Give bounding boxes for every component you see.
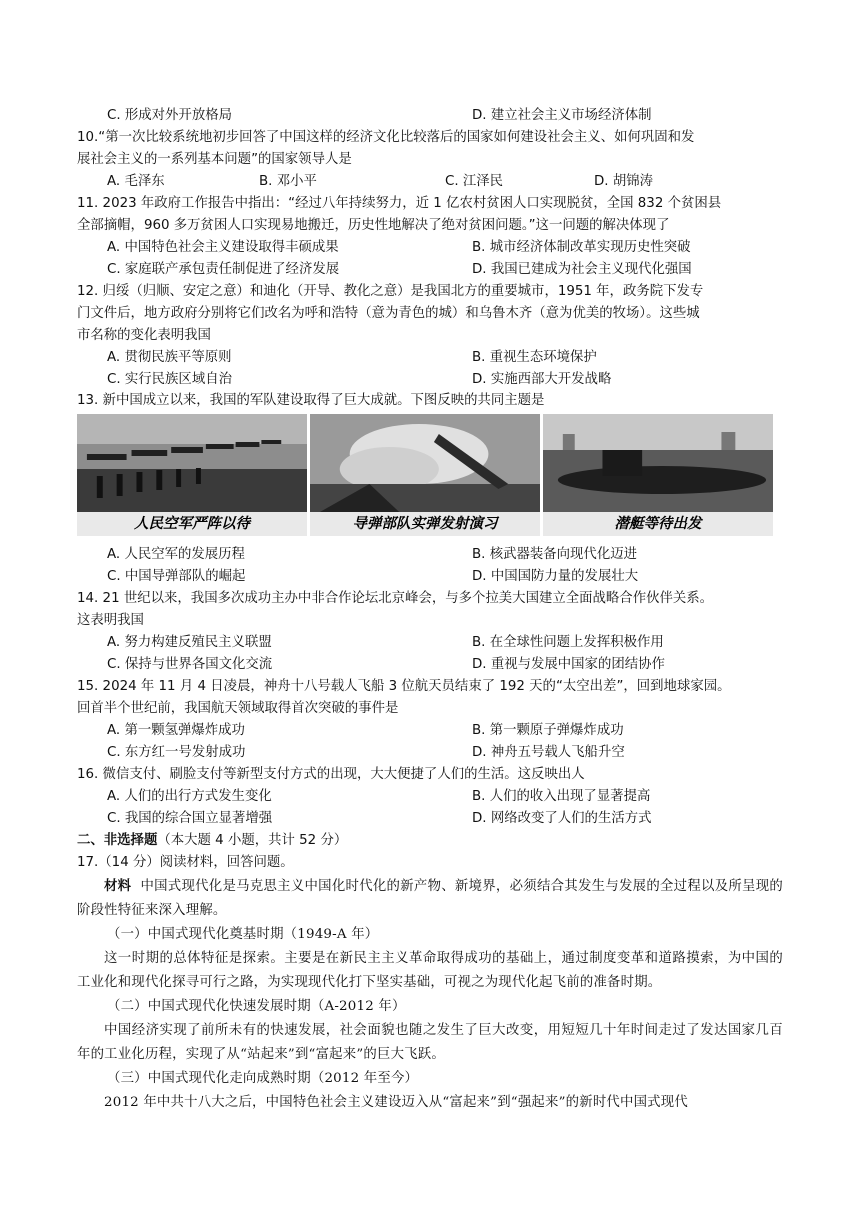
q13-option-b: B. 核武器装备向现代化迈进 xyxy=(472,547,637,562)
q11-stem-1: 11. 2023 年政府工作报告中指出：“经过八年持续努力，近 1 亿农村贫困人口实现脱贫，全国 832 个贫困县 xyxy=(77,196,722,211)
missile-launch-icon xyxy=(310,414,540,512)
section-heading-bold: 二、非选择题 xyxy=(77,833,158,848)
q12-stem-1: 12. 归绥（归顺、安定之意）和迪化（开导、教化之意）是我国北方的重要城市，1951 年，政务院下发专 xyxy=(77,284,704,299)
q15-stem-1: 15. 2024 年 11 月 4 日凌晨，神舟十八号载人飞船 3 位航天员结束了 192 天的“太空出差”，回到地球家园。 xyxy=(77,679,731,694)
section-heading-note: （本大题 4 小题，共计 52 分） xyxy=(157,833,348,848)
q15-stem-2: 回首半个世纪前，我国航天领域取得首次突破的事件是 xyxy=(77,701,399,716)
q12-stem-2: 门文件后，地方政府分别将它们改名为呼和浩特（意为青色的城）和乌鲁木齐（意为优美的牧场）。这些城 xyxy=(77,306,700,321)
photo-caption-missile: 导弹部队实弹发射演习 xyxy=(310,512,540,536)
q10-stem-1: 10.“第一次比较系统地初步回答了中国这样的经济文化比较落后的国家如何建设社会主义、如何巩固和发 xyxy=(77,130,695,145)
q13-option-a: A. 人民空军的发展历程 xyxy=(107,547,245,562)
q17-stem: 17.（14 分）阅读材料，回答问题。 xyxy=(77,855,294,870)
photo-submarine xyxy=(543,414,773,536)
q12-option-a: A. 贯彻民族平等原则 xyxy=(107,350,232,365)
q10-option-b: B. 邓小平 xyxy=(259,174,317,189)
section-heading xyxy=(77,831,347,851)
q11-option-c: C. 家庭联产承包责任制促进了经济发展 xyxy=(107,262,340,277)
q16-option-c: C. 我国的综合国立显著增强 xyxy=(107,811,273,826)
q14-option-b: B. 在全球性问题上发挥积极作用 xyxy=(472,635,664,650)
material-paragraph-3: 2012 年中共十八大之后，中国特色社会主义建设迈入从“富起来”到“强起来”的新时代中国式现代 xyxy=(104,1095,688,1110)
q14-option-a: A. 努力构建反殖民主义联盟 xyxy=(107,635,272,650)
q9-option-d: D. 建立社会主义市场经济体制 xyxy=(472,108,652,123)
q10-stem-2: 展社会主义的一系列基本问题”的国家领导人是 xyxy=(77,152,352,167)
material-label: 材料 xyxy=(104,878,132,894)
q13-option-c: C. 中国导弹部队的崛起 xyxy=(107,569,246,584)
material-paragraph-1: 这一时期的总体特征是探索。主要是在新民主主义革命取得成功的基础上，通过制度变革和道路摸索，为中国的工业化和现代化探寻可行之路，为实现现代化打下坚实基础，可视之为现代化起飞前的准备时期。 xyxy=(77,951,783,990)
q10-option-c: C. 江泽民 xyxy=(445,174,504,189)
q16-stem: 16. 微信支付、刷脸支付等新型支付方式的出现，大大便捷了人们的生活。这反映出人 xyxy=(77,767,585,782)
material-heading-1: （一）中国式现代化奠基时期（1949-A 年） xyxy=(107,927,379,942)
q11-stem-2: 全部摘帽，960 多万贫困人口实现易地搬迁，历史性地解决了绝对贫困问题。”这一问题的解决体现了 xyxy=(77,218,670,233)
q15-option-b: B. 第一颗原子弹爆炸成功 xyxy=(472,723,624,738)
q10-option-a: A. 毛泽东 xyxy=(107,174,165,189)
photo-missile-drill xyxy=(310,414,540,536)
q16-option-b: B. 人们的收入出现了显著提高 xyxy=(472,789,651,804)
q11-option-d: D. 我国已建成为社会主义现代化强国 xyxy=(472,262,692,277)
q13-stem: 13. 新中国成立以来，我国的军队建设取得了巨大成就。下图反映的共同主题是 xyxy=(77,393,545,408)
material-intro xyxy=(77,874,783,923)
q11-option-a: A. 中国特色社会主义建设取得丰硕成果 xyxy=(107,240,339,255)
q16-option-a: A. 人们的出行方式发生变化 xyxy=(107,789,272,804)
q14-stem-2: 这表明我国 xyxy=(77,613,144,628)
photo-caption-air-force: 人民空军严阵以待 xyxy=(77,512,307,536)
photo-caption-submarine: 潜艇等待出发 xyxy=(543,512,773,536)
q16-option-d: D. 网络改变了人们的生活方式 xyxy=(472,811,652,826)
submarine-icon xyxy=(543,414,773,512)
q14-option-d: D. 重视与发展中国家的团结协作 xyxy=(472,657,665,672)
q12-option-b: B. 重视生态环境保护 xyxy=(472,350,597,365)
jet-fighters-icon xyxy=(77,414,307,512)
material-paragraph-2: 中国经济实现了前所未有的快速发展，社会面貌也随之发生了巨大改变，用短短几十年时间走过了发达国家几百年的工业化历程，实现了从“站起来”到“富起来”的巨大飞跃。 xyxy=(77,1023,783,1062)
q15-option-a: A. 第一颗氢弹爆炸成功 xyxy=(107,723,245,738)
q17-material xyxy=(77,874,783,1115)
q9-option-c: C. 形成对外开放格局 xyxy=(107,108,232,123)
q14-stem-1: 14. 21 世纪以来，我国多次成功主办中非合作论坛北京峰会，与多个拉美大国建立全面战略合作伙伴关系。 xyxy=(77,591,714,606)
material-intro-text: 中国式现代化是马克思主义中国化时代化的新产物、新境界，必须结合其发生与发展的全过程以及所呈现的阶段性特征来深入理解。 xyxy=(77,879,783,918)
material-heading-3: （三）中国式现代化走向成熟时期（2012 年至今） xyxy=(107,1071,419,1086)
q14-option-c: C. 保持与世界各国文化交流 xyxy=(107,657,273,672)
q11-option-b: B. 城市经济体制改革实现历史性突破 xyxy=(472,240,691,255)
q13-photo-strip xyxy=(77,414,773,536)
q10-option-d: D. 胡锦涛 xyxy=(594,174,653,189)
q12-option-c: C. 实行民族区域自治 xyxy=(107,372,232,387)
q12-option-d: D. 实施西部大开发战略 xyxy=(472,372,612,387)
q13-option-d: D. 中国国防力量的发展壮大 xyxy=(472,569,639,584)
q15-option-d: D. 神舟五号载人飞船升空 xyxy=(472,745,625,760)
q15-option-c: C. 东方红一号发射成功 xyxy=(107,745,246,760)
material-heading-2: （二）中国式现代化快速发展时期（A-2012 年） xyxy=(107,999,406,1014)
q12-stem-3: 市名称的变化表明我国 xyxy=(77,328,211,343)
photo-air-force xyxy=(77,414,307,536)
